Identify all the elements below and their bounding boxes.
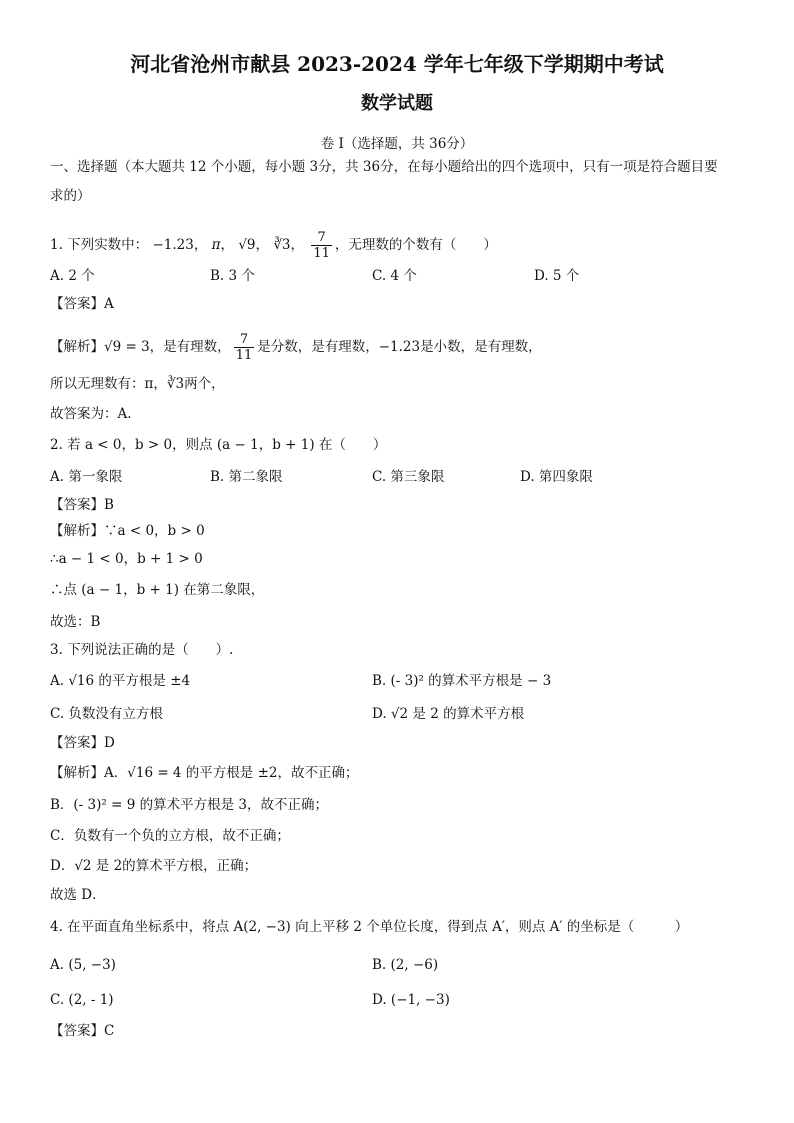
q2-answer: 【答案】B xyxy=(50,497,114,513)
q2-option-a: A. 第一象限 xyxy=(50,469,123,485)
q2-explanation-line2: ∴a − 1 < 0，b + 1 > 0 xyxy=(50,551,203,567)
q4-option-d: D. (−1, −3) xyxy=(372,992,450,1008)
q1-exp-fraction-denominator: 11 xyxy=(235,348,253,363)
q1-explanation-line2: 所以无理数有：π，∛3两个， xyxy=(50,376,225,392)
q3-explanation-line3: C．负数有一个负的立方根，故不正确； xyxy=(50,828,290,844)
q2-explanation-line1: 【解析】∵a < 0，b > 0 xyxy=(50,523,205,539)
q2-option-b: B. 第二象限 xyxy=(210,469,283,485)
q1-exp-fraction-numerator: 7 xyxy=(234,332,255,348)
q4-option-b: B. (2, −6) xyxy=(372,957,439,973)
q1-stem-suffix: ，无理数的个数有（ ） xyxy=(334,237,497,253)
section-instructions-line2: 求的） xyxy=(50,188,91,204)
document-title: 河北省沧州市献县 2023-2024 学年七年级下学期期中考试 xyxy=(130,52,664,76)
q2-option-c: C. 第三象限 xyxy=(372,469,445,485)
q1-value-3: √9 xyxy=(238,237,256,253)
q1-fraction-denominator: 11 xyxy=(313,246,330,261)
q3-option-a: A. √16 的平方根是 ±4 xyxy=(50,673,191,689)
q1-option-a: A. 2 个 xyxy=(50,268,95,284)
q1-exp1-prefix: 【解析】√9 = 3，是有理数， xyxy=(50,339,231,355)
q1-fraction-numerator: 7 xyxy=(311,230,332,246)
q4-option-c: C. (2, - 1) xyxy=(50,992,114,1008)
volume-heading: 卷 I（选择题，共 36分） xyxy=(320,136,474,152)
q3-explanation-line5: 故选 D． xyxy=(50,887,106,903)
q3-explanation-line2: B．(- 3)² = 9 的算术平方根是 3，故不正确； xyxy=(50,797,328,813)
q3-answer: 【答案】D xyxy=(50,735,115,751)
q1-option-b: B. 3 个 xyxy=(210,268,255,284)
q1-exp-fraction xyxy=(234,332,255,363)
q4-answer: 【答案】C xyxy=(50,1023,115,1039)
question-4-stem: 4. 在平面直角坐标系中，将点 A(2, −3) 向上平移 2 个单位长度，得到点 A′，则点 A′ 的坐标是（ ） xyxy=(50,919,689,935)
q1-value-2: π xyxy=(211,237,221,253)
q2-option-d: D. 第四象限 xyxy=(520,469,593,485)
question-1-stem: 1. 下列实数中： −1.23， π， √9， ∛3， $\frac{7}{11}$ ，无理数的个数有（ ） xyxy=(50,230,497,261)
q1-value-1: −1.23 xyxy=(152,237,194,253)
q1-value-4: ∛3 xyxy=(273,237,291,253)
q3-option-d: D. √2 是 2 的算术平方根 xyxy=(372,706,525,722)
q2-explanation-line3: ∴点 (a − 1，b + 1) 在第二象限， xyxy=(50,582,265,598)
document-subtitle: 数学试题 xyxy=(361,93,433,114)
q1-option-c: C. 4 个 xyxy=(372,268,417,284)
q1-option-d: D. 5 个 xyxy=(534,268,580,284)
q3-option-c: C. 负数没有立方根 xyxy=(50,706,163,722)
section-instructions-line1: 一、选择题（本大题共 12 个小题，每小题 3分，共 36分，在每小题给出的四个选项中，只有一项是符合题目要 xyxy=(50,159,718,175)
q1-explanation-line3: 故答案为：A. xyxy=(50,406,132,422)
q3-explanation-line4: D．√2 是 2的算术平方根，正确； xyxy=(50,858,258,874)
q1-stem-prefix: 1. 下列实数中： xyxy=(50,237,149,253)
q4-option-a: A. (5, −3) xyxy=(50,957,116,973)
q3-option-b: B. (- 3)² 的算术平方根是 − 3 xyxy=(372,673,552,689)
q3-explanation-line1: 【解析】A．√16 = 4 的平方根是 ±2，故不正确； xyxy=(50,765,359,781)
question-3-stem: 3. 下列说法正确的是（ ）. xyxy=(50,642,234,658)
q1-answer: 【答案】A xyxy=(50,296,114,312)
question-2-stem: 2. 若 a < 0，b > 0，则点 (a − 1，b + 1) 在（ ） xyxy=(50,437,387,453)
q1-fraction xyxy=(311,230,332,261)
q1-exp1-suffix: 是分数，是有理数，−1.23是小数，是有理数， xyxy=(257,339,542,355)
q1-explanation-line1 xyxy=(50,332,542,363)
q2-explanation-line4: 故选：B xyxy=(50,614,101,630)
